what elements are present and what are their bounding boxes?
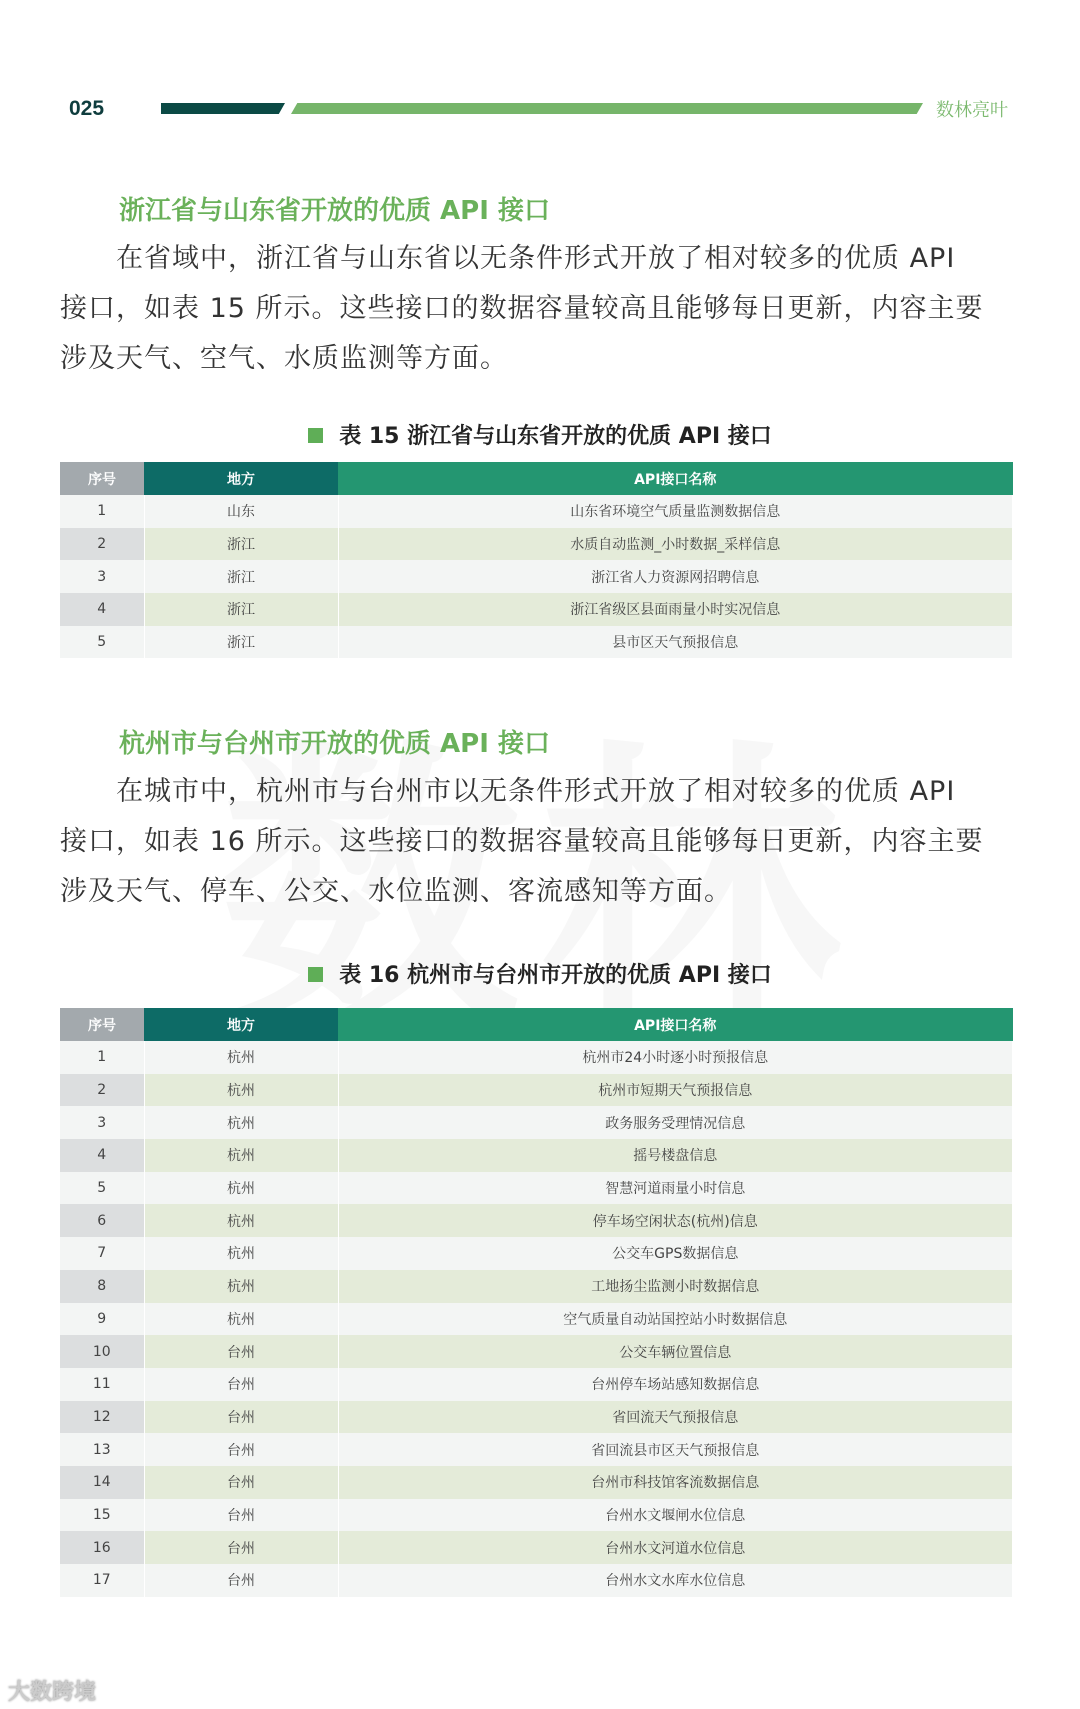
table-row [60,1564,1013,1597]
row-api-name: 浙江省级区县面雨量小时实况信息 [338,593,1013,626]
row-api-name: 工地扬尘监测小时数据信息 [338,1270,1013,1303]
caption-text: 表 16 杭州市与台州市开放的优质 API 接口 [339,963,772,988]
row-number: 1 [60,495,144,528]
table-row [60,1139,1013,1172]
row-number: 5 [60,626,144,659]
column-header: 序号 [60,1008,144,1041]
table-row [60,495,1013,528]
row-region: 浙江 [144,528,338,561]
row-region: 台州 [144,1531,338,1564]
table-row [60,593,1013,626]
paragraph-line: 接口，如表 15 所示。这些接口的数据容量较高且能够每日更新，内容主要 [60,293,984,324]
table-row [60,1041,1013,1074]
row-api-name: 空气质量自动站国控站小时数据信息 [338,1303,1013,1336]
section-heading: 杭州市与台州市开放的优质 API 接口 [119,729,550,759]
row-api-name: 公交车GPS数据信息 [338,1237,1013,1270]
table-row [60,1106,1013,1139]
table-row [60,1172,1013,1205]
row-api-name: 水质自动监测_小时数据_采样信息 [338,528,1013,561]
table-row [60,1074,1013,1107]
table-header-row [60,462,1013,495]
table-row [60,1499,1013,1532]
column-header: 序号 [60,462,144,495]
row-api-name: 政务服务受理情况信息 [338,1106,1013,1139]
row-api-name: 省回流县市区天气预报信息 [338,1433,1013,1466]
row-region: 浙江 [144,593,338,626]
paragraph-line: 在省域中，浙江省与山东省以无条件形式开放了相对较多的优质 API [60,243,956,274]
brand-label: 数林亮叶 [936,100,1008,121]
row-region: 台州 [144,1401,338,1434]
row-region: 台州 [144,1433,338,1466]
caption-text: 表 15 浙江省与山东省开放的优质 API 接口 [339,424,772,449]
row-region: 台州 [144,1564,338,1597]
column-header: 地方 [144,462,338,495]
table-row [60,1270,1013,1303]
table-row [60,1466,1013,1499]
table-header-row [60,1008,1013,1041]
table-row [60,1237,1013,1270]
table-row [60,1335,1013,1368]
row-number: 13 [60,1433,144,1466]
row-api-name: 杭州市短期天气预报信息 [338,1074,1013,1107]
row-region: 杭州 [144,1270,338,1303]
section-paragraph [60,234,1013,384]
row-region: 浙江 [144,626,338,659]
table-caption [0,958,1080,989]
row-number: 4 [60,593,144,626]
row-api-name: 台州水文堰闸水位信息 [338,1499,1013,1532]
row-number: 16 [60,1531,144,1564]
table-row [60,1303,1013,1336]
column-header: API接口名称 [338,1008,1013,1041]
paragraph-line: 涉及天气、空气、水质监测等方面。 [60,343,508,374]
row-api-name: 省回流天气预报信息 [338,1401,1013,1434]
row-region: 杭州 [144,1106,338,1139]
row-api-name: 公交车辆位置信息 [338,1335,1013,1368]
row-region: 浙江 [144,560,338,593]
row-region: 杭州 [144,1074,338,1107]
caption-square-icon [308,967,323,982]
row-api-name: 山东省环境空气质量监测数据信息 [338,495,1013,528]
caption-square-icon [308,428,323,443]
row-number: 9 [60,1303,144,1336]
header-bar-green [291,103,923,114]
row-region: 杭州 [144,1139,338,1172]
row-region: 台州 [144,1335,338,1368]
table-row [60,1401,1013,1434]
row-api-name: 智慧河道雨量小时信息 [338,1172,1013,1205]
row-number: 14 [60,1466,144,1499]
row-number: 5 [60,1172,144,1205]
row-number: 8 [60,1270,144,1303]
row-number: 11 [60,1368,144,1401]
header-bar-dark [161,103,285,114]
paragraph-line: 涉及天气、停车、公交、水位监测、客流感知等方面。 [60,876,732,907]
row-number: 10 [60,1335,144,1368]
table-row [60,626,1013,659]
row-number: 2 [60,528,144,561]
corner-watermark: 大数跨境 [8,1680,97,1705]
row-api-name: 台州水文水库水位信息 [338,1564,1013,1597]
row-number: 1 [60,1041,144,1074]
row-number: 7 [60,1237,144,1270]
row-number: 12 [60,1401,144,1434]
row-api-name: 台州水文河道水位信息 [338,1531,1013,1564]
row-api-name: 浙江省人力资源网招聘信息 [338,560,1013,593]
row-api-name: 停车场空闲状态(杭州)信息 [338,1204,1013,1237]
table-row [60,528,1013,561]
paragraph-line: 在城市中，杭州市与台州市以无条件形式开放了相对较多的优质 API [60,776,956,807]
row-api-name: 台州市科技馆客流数据信息 [338,1466,1013,1499]
section-paragraph [60,767,1013,917]
row-region: 杭州 [144,1041,338,1074]
table-caption [0,419,1080,450]
table-row [60,560,1013,593]
row-number: 15 [60,1499,144,1532]
row-number: 3 [60,560,144,593]
column-header: 地方 [144,1008,338,1041]
row-api-name: 摇号楼盘信息 [338,1139,1013,1172]
row-region: 台州 [144,1499,338,1532]
row-number: 17 [60,1564,144,1597]
table-row [60,1433,1013,1466]
row-region: 杭州 [144,1172,338,1205]
row-api-name: 县市区天气预报信息 [338,626,1013,659]
paragraph-line: 接口，如表 16 所示。这些接口的数据容量较高且能够每日更新，内容主要 [60,826,984,857]
page-number: 025 [69,97,105,120]
row-region: 台州 [144,1466,338,1499]
row-region: 杭州 [144,1303,338,1336]
row-number: 2 [60,1074,144,1107]
column-header: API接口名称 [338,462,1013,495]
section-heading: 浙江省与山东省开放的优质 API 接口 [119,196,550,226]
table-row [60,1204,1013,1237]
row-region: 山东 [144,495,338,528]
table-15 [60,462,1013,658]
row-number: 6 [60,1204,144,1237]
table-row [60,1531,1013,1564]
table-row [60,1368,1013,1401]
row-number: 3 [60,1106,144,1139]
row-region: 台州 [144,1368,338,1401]
row-region: 杭州 [144,1237,338,1270]
row-region: 杭州 [144,1204,338,1237]
row-api-name: 杭州市24小时逐小时预报信息 [338,1041,1013,1074]
table-16 [60,1008,1013,1597]
row-api-name: 台州停车场站感知数据信息 [338,1368,1013,1401]
row-number: 4 [60,1139,144,1172]
